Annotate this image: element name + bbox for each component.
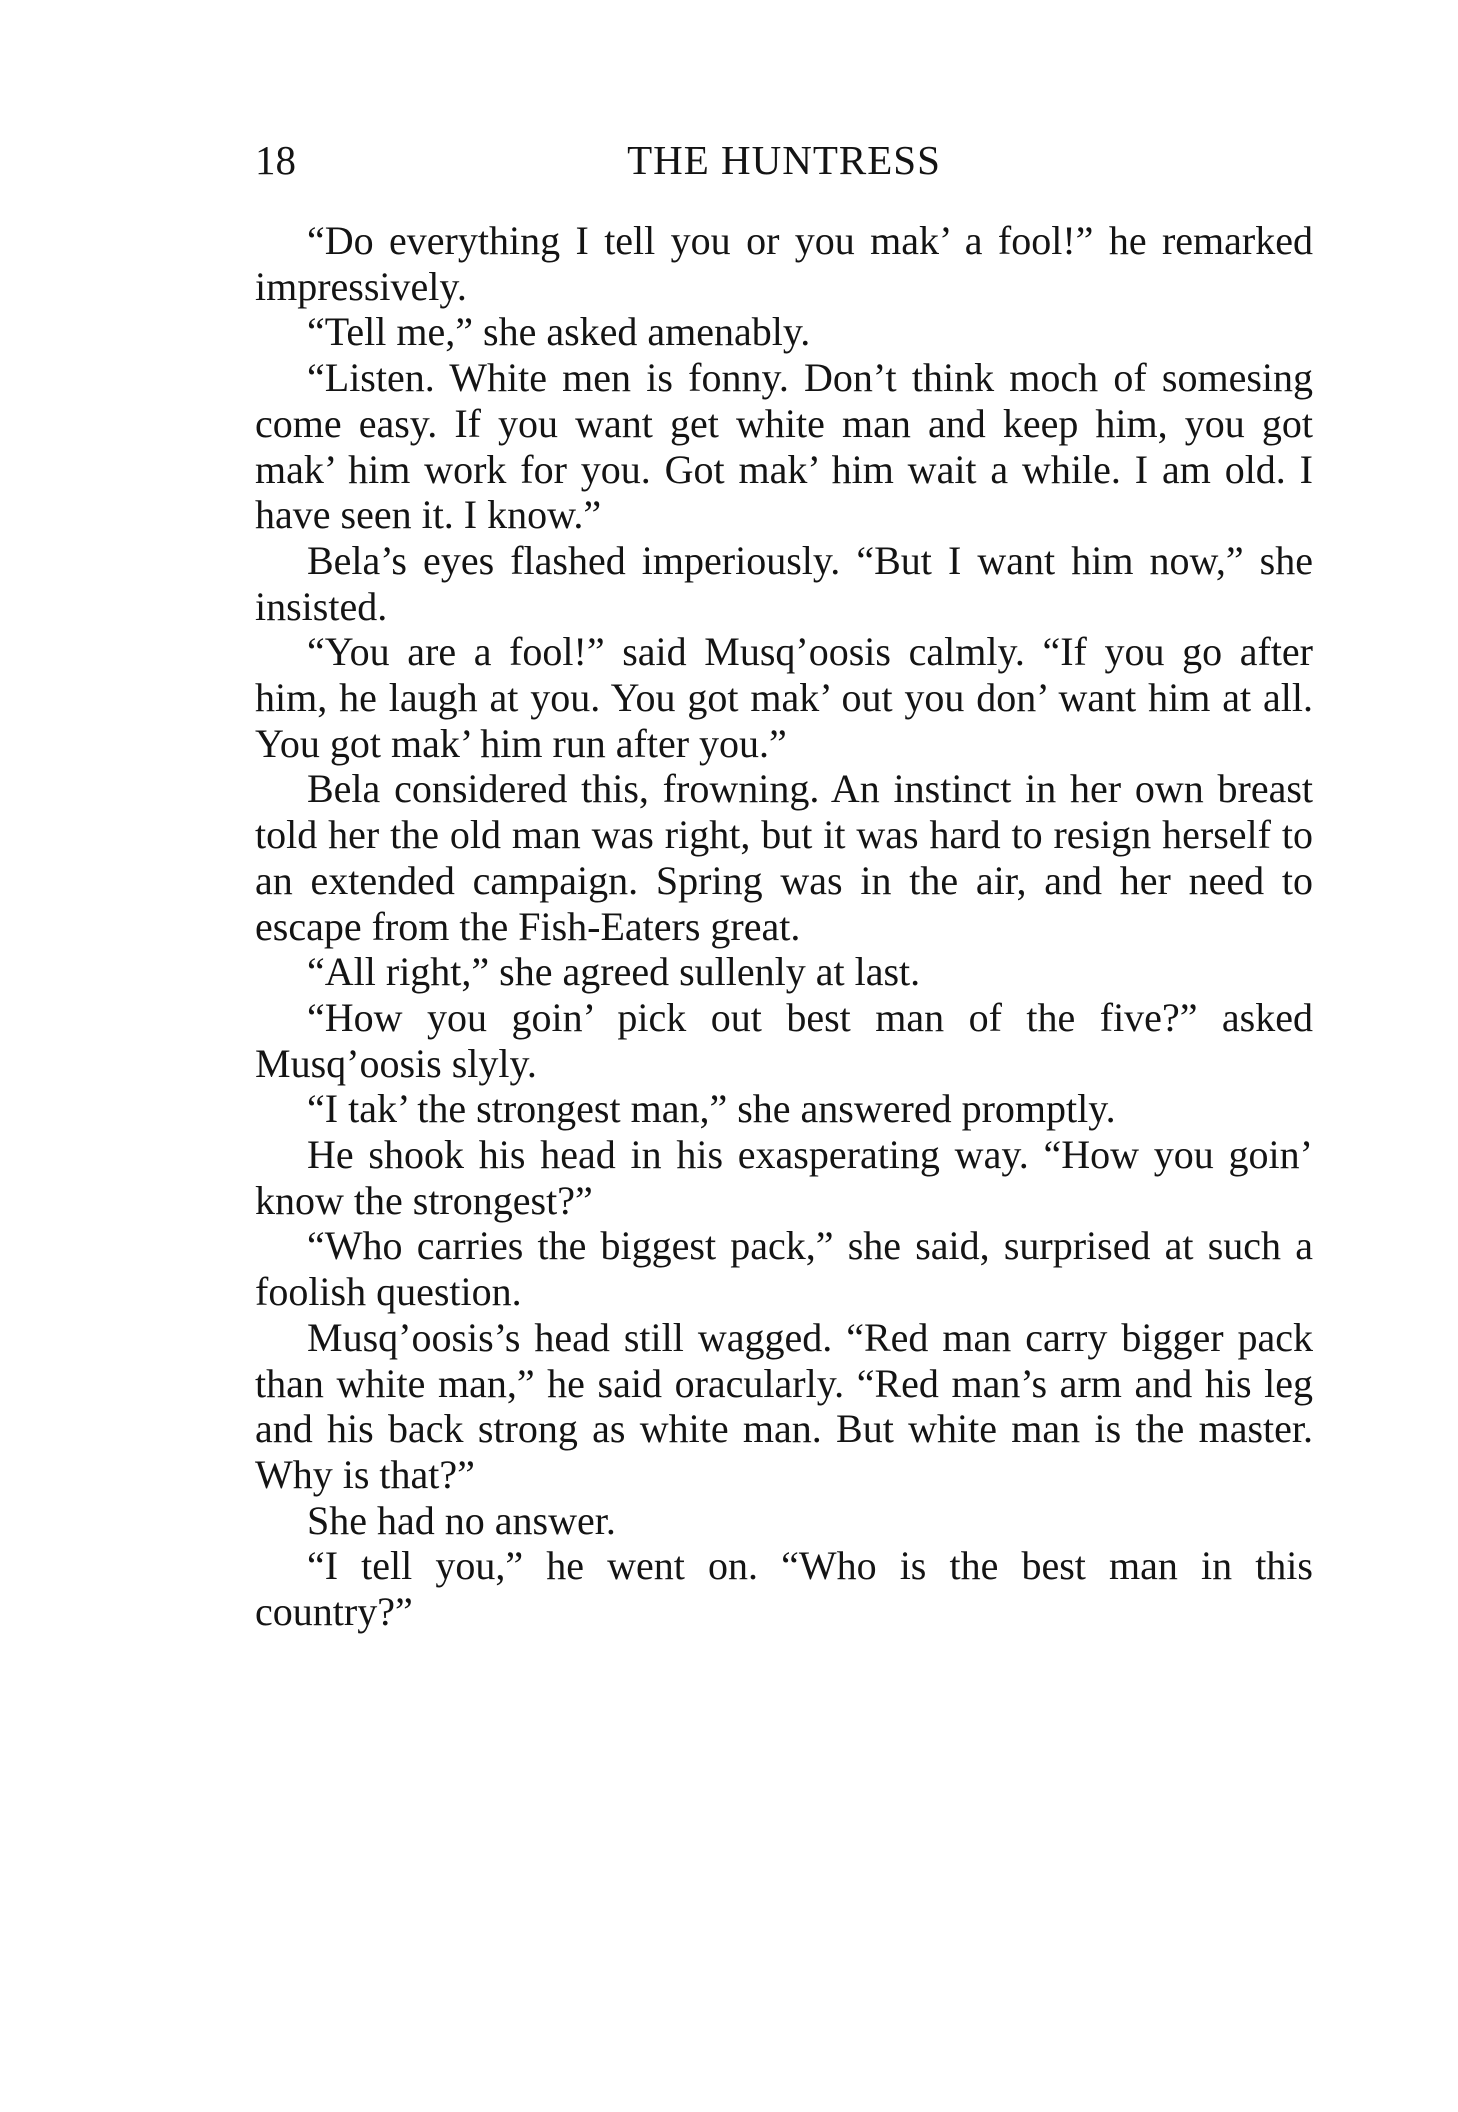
paragraph: “Tell me,” she asked amenably. xyxy=(307,309,811,355)
paragraph: He shook his head in his exasperating way. “How you goin’ know the strongest?” xyxy=(255,1132,1313,1223)
paragraph: “How you goin’ pick out best man of the five?” asked Musq’oosis slyly. xyxy=(255,994,1313,1086)
paragraph: “All right,” she agreed sullenly at last. xyxy=(307,949,921,995)
page-number: 18 xyxy=(255,137,296,183)
paragraph: Musq’oosis’s head still wagged. “Red man carry bigger pack than white man,” he said oracularly. “Red man’s arm and his leg and his back strong as white man. But white man is the master. Why is that?” xyxy=(255,1314,1313,1497)
paragraph: “You are a fool!” said Musq’oosis calmly. “If you go after him, he laugh at you. You got mak’ out you don’ want him at all. You got mak’ him run after you.” xyxy=(255,629,1313,766)
book-title: THE HUNTRESS xyxy=(627,137,941,183)
paragraph: “Listen. White men is fonny. Don’t think moch of somesing come easy. If you want get white man and keep him, you got mak’ him work for you. Got mak’ him wait a while. I am old. I have seen it. I know.” xyxy=(255,355,1313,538)
paragraph: She had no answer. xyxy=(307,1497,616,1543)
paragraph: “Do everything I tell you or you mak’ a fool!” he remarked impressively. xyxy=(255,218,1313,309)
running-head xyxy=(255,130,1313,190)
body-text xyxy=(255,218,1313,1635)
paragraph: “I tak’ the strongest man,” she answered promptly. xyxy=(307,1086,1116,1132)
paragraph: “Who carries the biggest pack,” she said, surprised at such a foolish question. xyxy=(255,1223,1313,1315)
paragraph: “I tell you,” he went on. “Who is the best man in this country?” xyxy=(255,1543,1313,1635)
paragraph: Bela considered this, frowning. An instinct in her own breast told her the old man was right, but it was hard to resign herself to an extended campaign. Spring was in the air, and her need to escape from the Fish-Eaters great. xyxy=(255,766,1313,949)
paragraph: Bela’s eyes flashed imperiously. “But I want him now,” she insisted. xyxy=(255,537,1313,629)
